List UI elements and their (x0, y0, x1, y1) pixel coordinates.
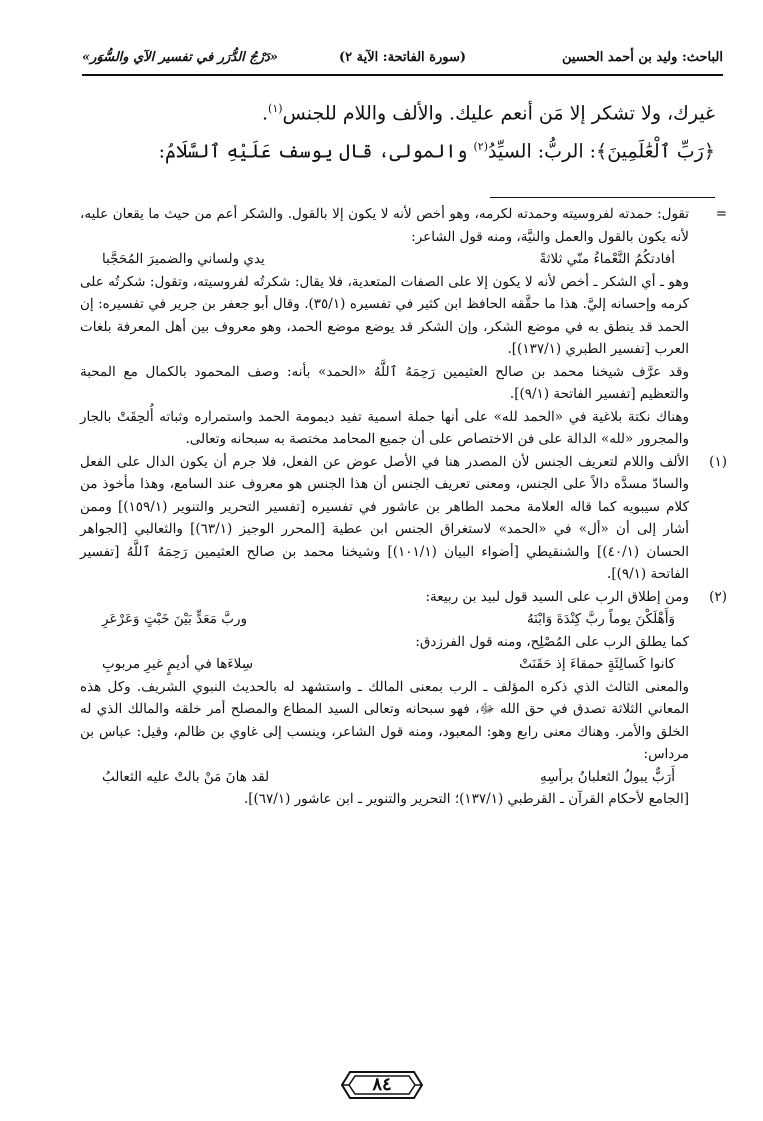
footnote-paragraph: وهو ـ أي الشكر ـ أخص لأنه لا يكون إلا على الصفات المتعدية، فلا يقال: شكرتُه لفروسيته، وتقول: شكرتُه على كرمه وإحسانه إليَّ. هذا ما حقَّقه الحافظ ابن كثير في تفسيره (٣٥/١). وقال أبو جعفر بن جرير في تفسيره: إن الحمد قد ينطق به في موضع الشكر، وإن الشكر قد يوضع موضع الحمد، وهو معروف بين أهل المعرفة بلغات العرب [تفسير الطبري (١٣٧/١)]. (80, 273, 689, 357)
footnotes (80, 203, 727, 811)
header-rule (82, 74, 723, 76)
footnote-number: (١) (709, 453, 727, 470)
verse-hemistich-first: كانوا كَسالِئَةٍ حمقاءَ إذ حَقَنَتْ (519, 656, 675, 672)
verse-hemistich-first: وَأَهْلَكْنَ يوماً ربَّ كِنْدَةَ وَابْنَهُ (526, 611, 675, 627)
verse-hemistich-second: لقد هانَ مَنْ بالتْ عليه الثعالبُ (102, 768, 270, 785)
verse-hemistich-second: سِلاءَها في أديمٍ غيرِ مربوبِ (102, 656, 254, 672)
footnote-paragraph: وهناك نكتة بلاغية في «الحمد لله» على أنها جملة اسمية تفيد ديمومة الحمد واستمراره وثباته أُلحِقَتْ بالجار والمجرور «لله» الدالة على فن الاختصاص على أن جميع المحامد مختصة به سبحانه وتعالى. (80, 408, 689, 447)
verse-hemistich-first: أَرَبٌّ يبولُ الثعلبانُ برأسِهِ (540, 768, 675, 785)
footnote-ref-1[interactable]: (١) (268, 102, 283, 115)
main-line-1: غيرك، ولا تشكر إلا مَن أنعم عليك. والألف واللام للجنس$^{(١)}$. (261, 102, 715, 125)
footnote-ref-2[interactable]: (٢) (473, 140, 489, 154)
poetry-verse (80, 653, 689, 676)
verse-hemistich-second: وربَّ مَعَدٍّ بَيْنَ خَبْتٍ وَعَرْعَرِ (102, 611, 248, 627)
footnote-paragraph: كما يطلق الرب على المُصْلِح، ومنه قول الفرزدق: (415, 633, 689, 650)
poetry-verse (80, 248, 689, 271)
footnote-paragraph: ومن إطلاق الرب على السيد قول لبيد بن ربيعة: (425, 588, 689, 605)
footnote-paragraph: الألف واللام لتعريف الجنس لأن المصدر هنا في الأصل عوض عن الفعل، فلا جرم أن يكون الدال على الفعل والسادّ مسدَّه دالاً على الجنس، ومعنى تعريف الجنس أن هذا الجنس هو معروف عند السامع، وهذا مأخوذ من كلام سيبويه كما قاله العلامة محمد الطاهر بن عاشور في تفسيره [تفسير التحرير والتنوير (١٥٩/١)] وممن أشار إلى أن «أل» في «الحمد» لاستغراق الجنس ابن عطية [المحرر الوجيز (٦٣/١)] والثعالبي [الجواهر الحسان (٤٠/١)] والشنقيطي [أضواء البيان (١٠١/١)] وشيخنا محمد بن صالح العثيمين رَحِمَهُ ٱللَّهُ [تفسير الفاتحة (٩/١)]. (80, 453, 689, 582)
main-text (90, 92, 715, 169)
poetry-verse (80, 766, 689, 789)
footnote-paragraph: وقد عرَّف شيخنا محمد بن صالح العثيمين رَحِمَهُ ٱللَّهُ «الحمد» بأنه: وصف المحمود بالكمال مع المحبة والتعظيم [تفسير الفاتحة (٩/١)]. (80, 363, 689, 402)
page-number: ٨٤ (372, 1074, 392, 1095)
footnote-paragraph: تقول: حمدته لفروسيته وحمدته لكرمه، وهو أخص لأنه لا يكون إلا بالقول. والشكر أعم من حيث ما يقعان عليه، لأنه يكون بالقول والعمل والنيَّة، ومنه قول الشاعر: (80, 206, 689, 245)
footnote-1 (80, 451, 727, 586)
poetry-verse (80, 608, 689, 631)
continuation-mark: = (715, 206, 727, 222)
running-header (82, 44, 723, 76)
footnote-number: (٢) (709, 588, 727, 605)
header-section: (سورة الفاتحة: الآية ٢) (338, 50, 467, 65)
footnote-paragraph: والمعنى الثالث الذي ذكره المؤلف ـ الرب بمعنى المالك ـ واستشهد له بالحديث النبوي الشريف. وكل هذه المعاني الثلاثة تصدق في حق الله ﷻ، فهو سبحانه وتعالى السيد المطاع والمصلح أمر خلقه والمالك الذي له الخلق والأمر. وهناك معنى رابع وهو: المعبود، ومنه قول الشاعر، وينسب إلى غاوي بن ظالم، وقيل: عباس بن مرداس: (80, 678, 689, 762)
footnote-2 (80, 586, 727, 811)
page-number-ornament (340, 1070, 424, 1100)
main-line-2: ﴿رَبِّ ٱلْعَٰلَمِينَ﴾: الربُّ: السيِّدُ$^{(٢)}$ والمولى، قال يوسف عَلَيْهِ ٱلسَّلَامُ: (158, 140, 715, 163)
footnote-paragraph: [الجامع لأحكام القرآن ـ القرطبي (١٣٧/١)؛ التحرير والتنوير ـ ابن عاشور (٦٧/١)]. (243, 791, 689, 807)
footnote-continued (80, 203, 727, 451)
verse-hemistich-second: يدي ولساني والضميرَ المُحَجَّبا (102, 251, 265, 267)
verse-hemistich-first: أفادتكُمُ النَّعْماءُ منّي ثلاثةً (539, 251, 675, 267)
footnote-separator (490, 197, 715, 198)
header-book-title: «دَرْجُ الدُّرَر في تفسير الآي والسُّوَر» (82, 50, 278, 65)
header-author: الباحث: وليد بن أحمد الحسين (561, 50, 723, 65)
